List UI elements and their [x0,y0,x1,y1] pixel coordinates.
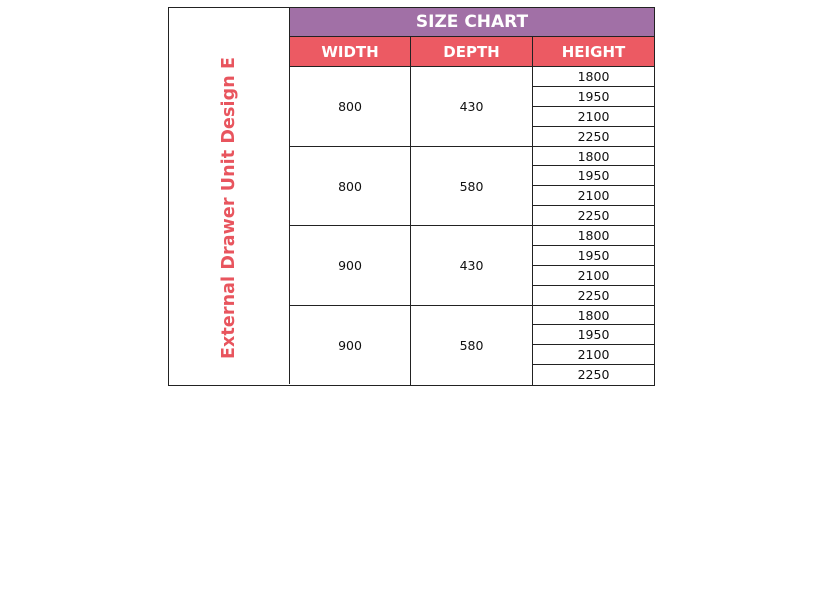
size-chart-title: SIZE CHART [290,8,654,37]
width-cell: 900 [290,306,411,386]
product-name-label: External Drawer Unit Design E [219,56,239,360]
height-cell: 1800 [533,306,654,326]
height-cell: 1950 [533,246,654,266]
depth-header: DEPTH [411,37,533,67]
size-chart-table [168,7,655,386]
height-cell: 2250 [577,367,610,383]
width-header: WIDTH [290,37,411,67]
height-cell: 2250 [533,206,654,226]
height-cell: 2100 [533,186,654,206]
height-header: HEIGHT [533,37,654,67]
height-cell: 2100 [533,345,654,365]
depth-cell: 430 [411,67,533,147]
height-cell: 2250 [533,286,654,306]
height-cell: 1800 [533,147,654,167]
depth-cell: 580 [411,306,533,386]
width-cell: 800 [290,67,411,147]
depth-cell: 430 [411,226,533,306]
depth-cell: 580 [411,147,533,227]
side-label-panel [169,8,290,384]
height-cell: 1800 [533,67,654,87]
height-cell: 2100 [533,266,654,286]
height-cell: 1800 [533,226,654,246]
height-cell: 1950 [533,87,654,107]
width-cell: 800 [290,147,411,227]
height-cell: 2100 [533,107,654,127]
height-cell: 1950 [533,325,654,345]
height-cell: 1950 [533,166,654,186]
width-cell: 900 [290,226,411,306]
height-cell: 2250 [533,127,654,147]
